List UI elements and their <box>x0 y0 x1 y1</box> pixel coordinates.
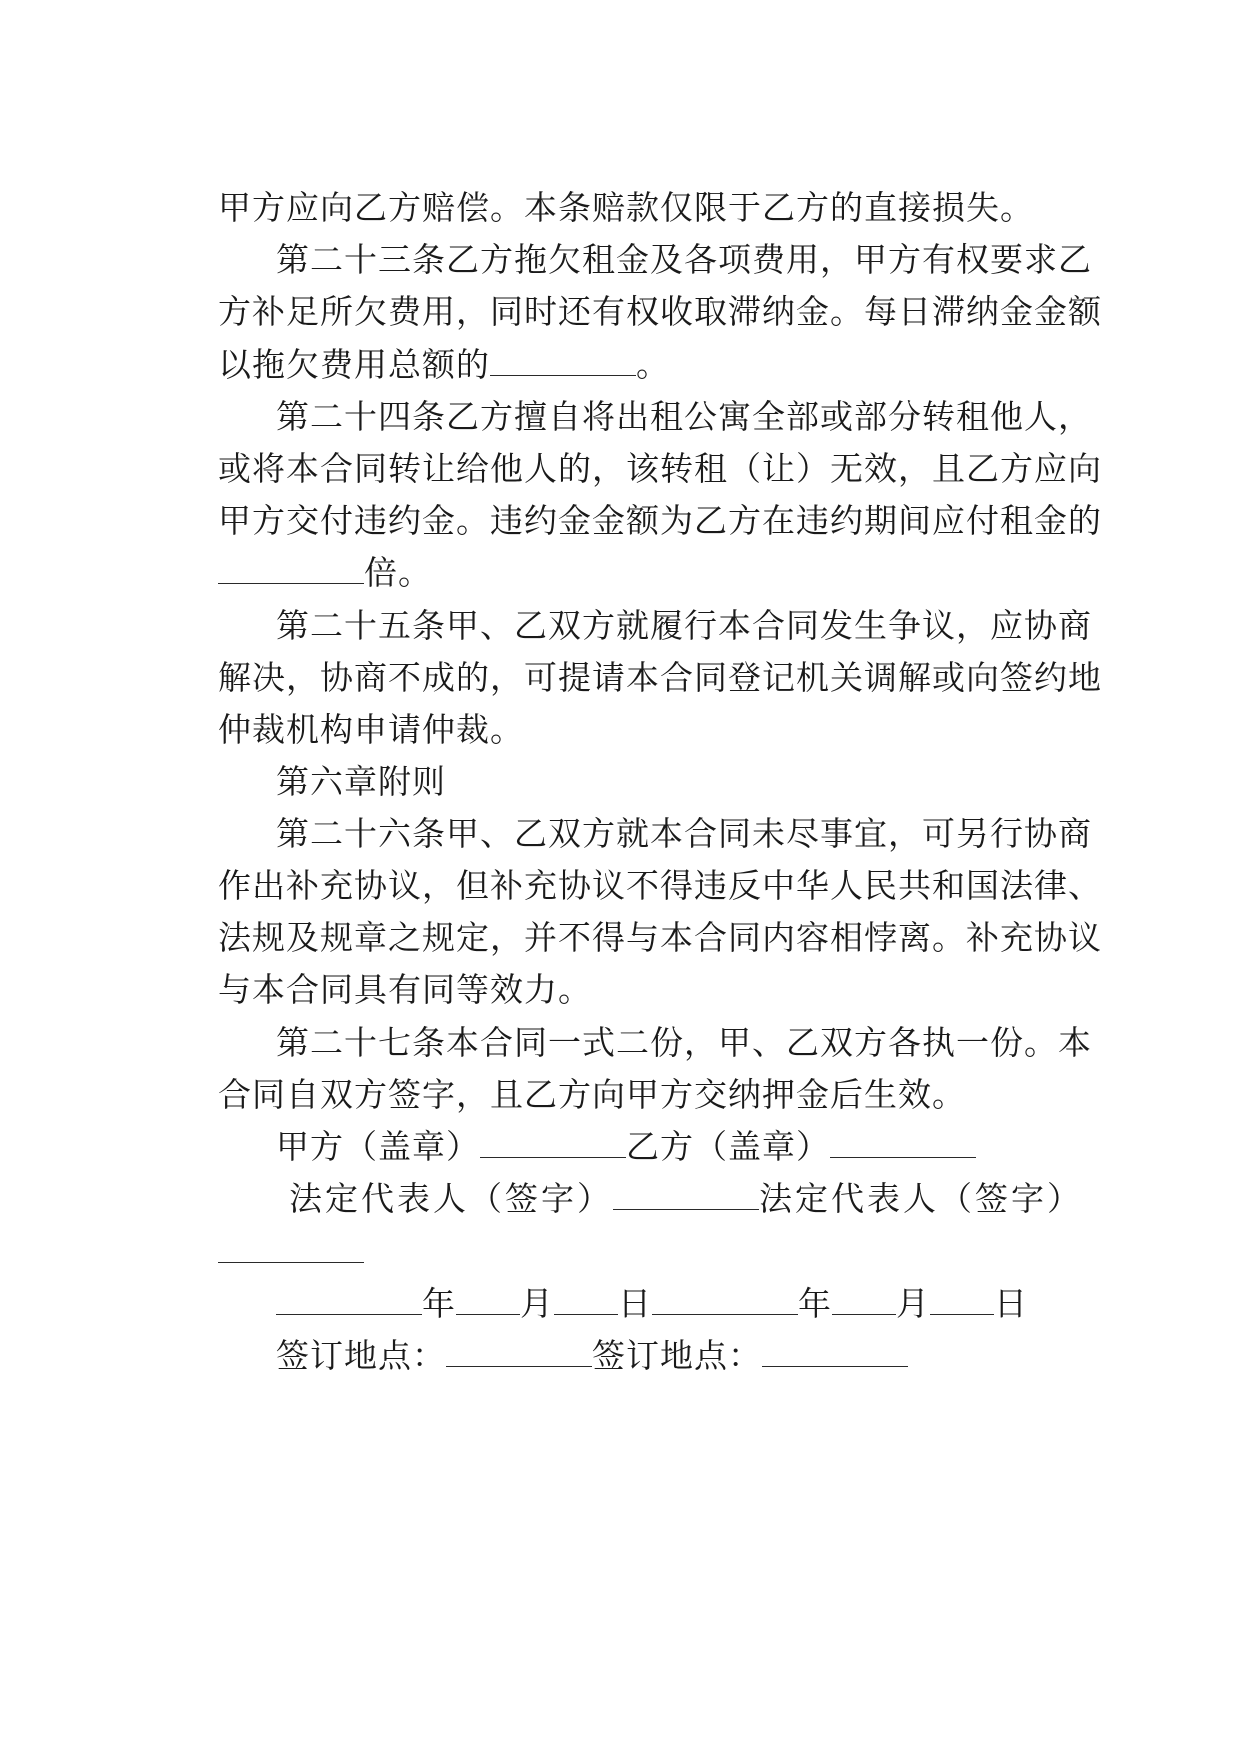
text: 以拖欠费用总额的 <box>217 345 490 384</box>
day-b-label: 日 <box>993 1284 1028 1323</box>
text: 第二十六条甲、乙双方就本合同未尽事宜，可另行协商 <box>275 814 1092 853</box>
text: 第二十五条甲、乙双方就履行本合同发生争议，应协商 <box>275 606 1092 645</box>
day-b-blank[interactable] <box>930 1284 994 1315</box>
text: 甲方应向乙方赔偿。本条赔款仅限于乙方的直接损失。 <box>217 188 1034 227</box>
sign-place-a-blank[interactable] <box>446 1336 592 1367</box>
text: 合同自双方签字，且乙方向甲方交纳押金后生效。 <box>217 1075 966 1114</box>
legal-rep-a-blank[interactable] <box>613 1179 759 1210</box>
text: 解决，协商不成的，可提请本合同登记机关调解或向签约地 <box>217 658 1102 697</box>
text: 法规及规章之规定，并不得与本合同内容相悖离。补充协议 <box>217 918 1102 957</box>
text: 与本合同具有同等效力。 <box>217 970 592 1009</box>
text: 第二十七条本合同一式二份，甲、乙双方各执一份。本 <box>275 1023 1092 1062</box>
month-b-label: 月 <box>895 1284 930 1323</box>
text: 第二十四条乙方擅自将出租公寓全部或部分转租他人， <box>275 397 1092 436</box>
text: 仲裁机构申请仲裁。 <box>217 710 524 749</box>
legal-rep-a-label: 法定代表人（签字） <box>288 1179 613 1218</box>
legal-rep-b-label: 法定代表人（签字） <box>758 1179 1083 1218</box>
sign-place-line <box>230 1296 908 1416</box>
text: 方补足所欠费用，同时还有权收取滞纳金。每日滞纳金金额 <box>217 292 1102 331</box>
text: 第六章附则 <box>275 762 446 801</box>
sign-place-b-blank[interactable] <box>762 1336 908 1367</box>
text: 作出补充协议，但补充协议不得违反中华人民共和国法律、 <box>217 866 1102 905</box>
text: 甲方交付违约金。违约金金额为乙方在违约期间应付租金的 <box>217 501 1102 540</box>
party-a-seal-label: 甲方（盖章） <box>275 1127 480 1166</box>
day-a-label: 日 <box>617 1284 652 1323</box>
party-b-seal-label: 乙方（盖章） <box>625 1127 830 1166</box>
text: 第二十三条乙方拖欠租金及各项费用，甲方有权要求乙 <box>275 240 1092 279</box>
sign-place-b-label: 签订地点： <box>591 1336 762 1375</box>
year-b-label: 年 <box>797 1284 832 1323</box>
text: 。 <box>635 345 670 384</box>
year-a-label: 年 <box>421 1284 456 1323</box>
sign-place-a-label: 签订地点： <box>275 1336 446 1375</box>
text: 倍。 <box>363 553 432 592</box>
text: 或将本合同转让给他人的，该转租（让）无效，且乙方应向 <box>217 449 1102 488</box>
month-a-label: 月 <box>519 1284 554 1323</box>
